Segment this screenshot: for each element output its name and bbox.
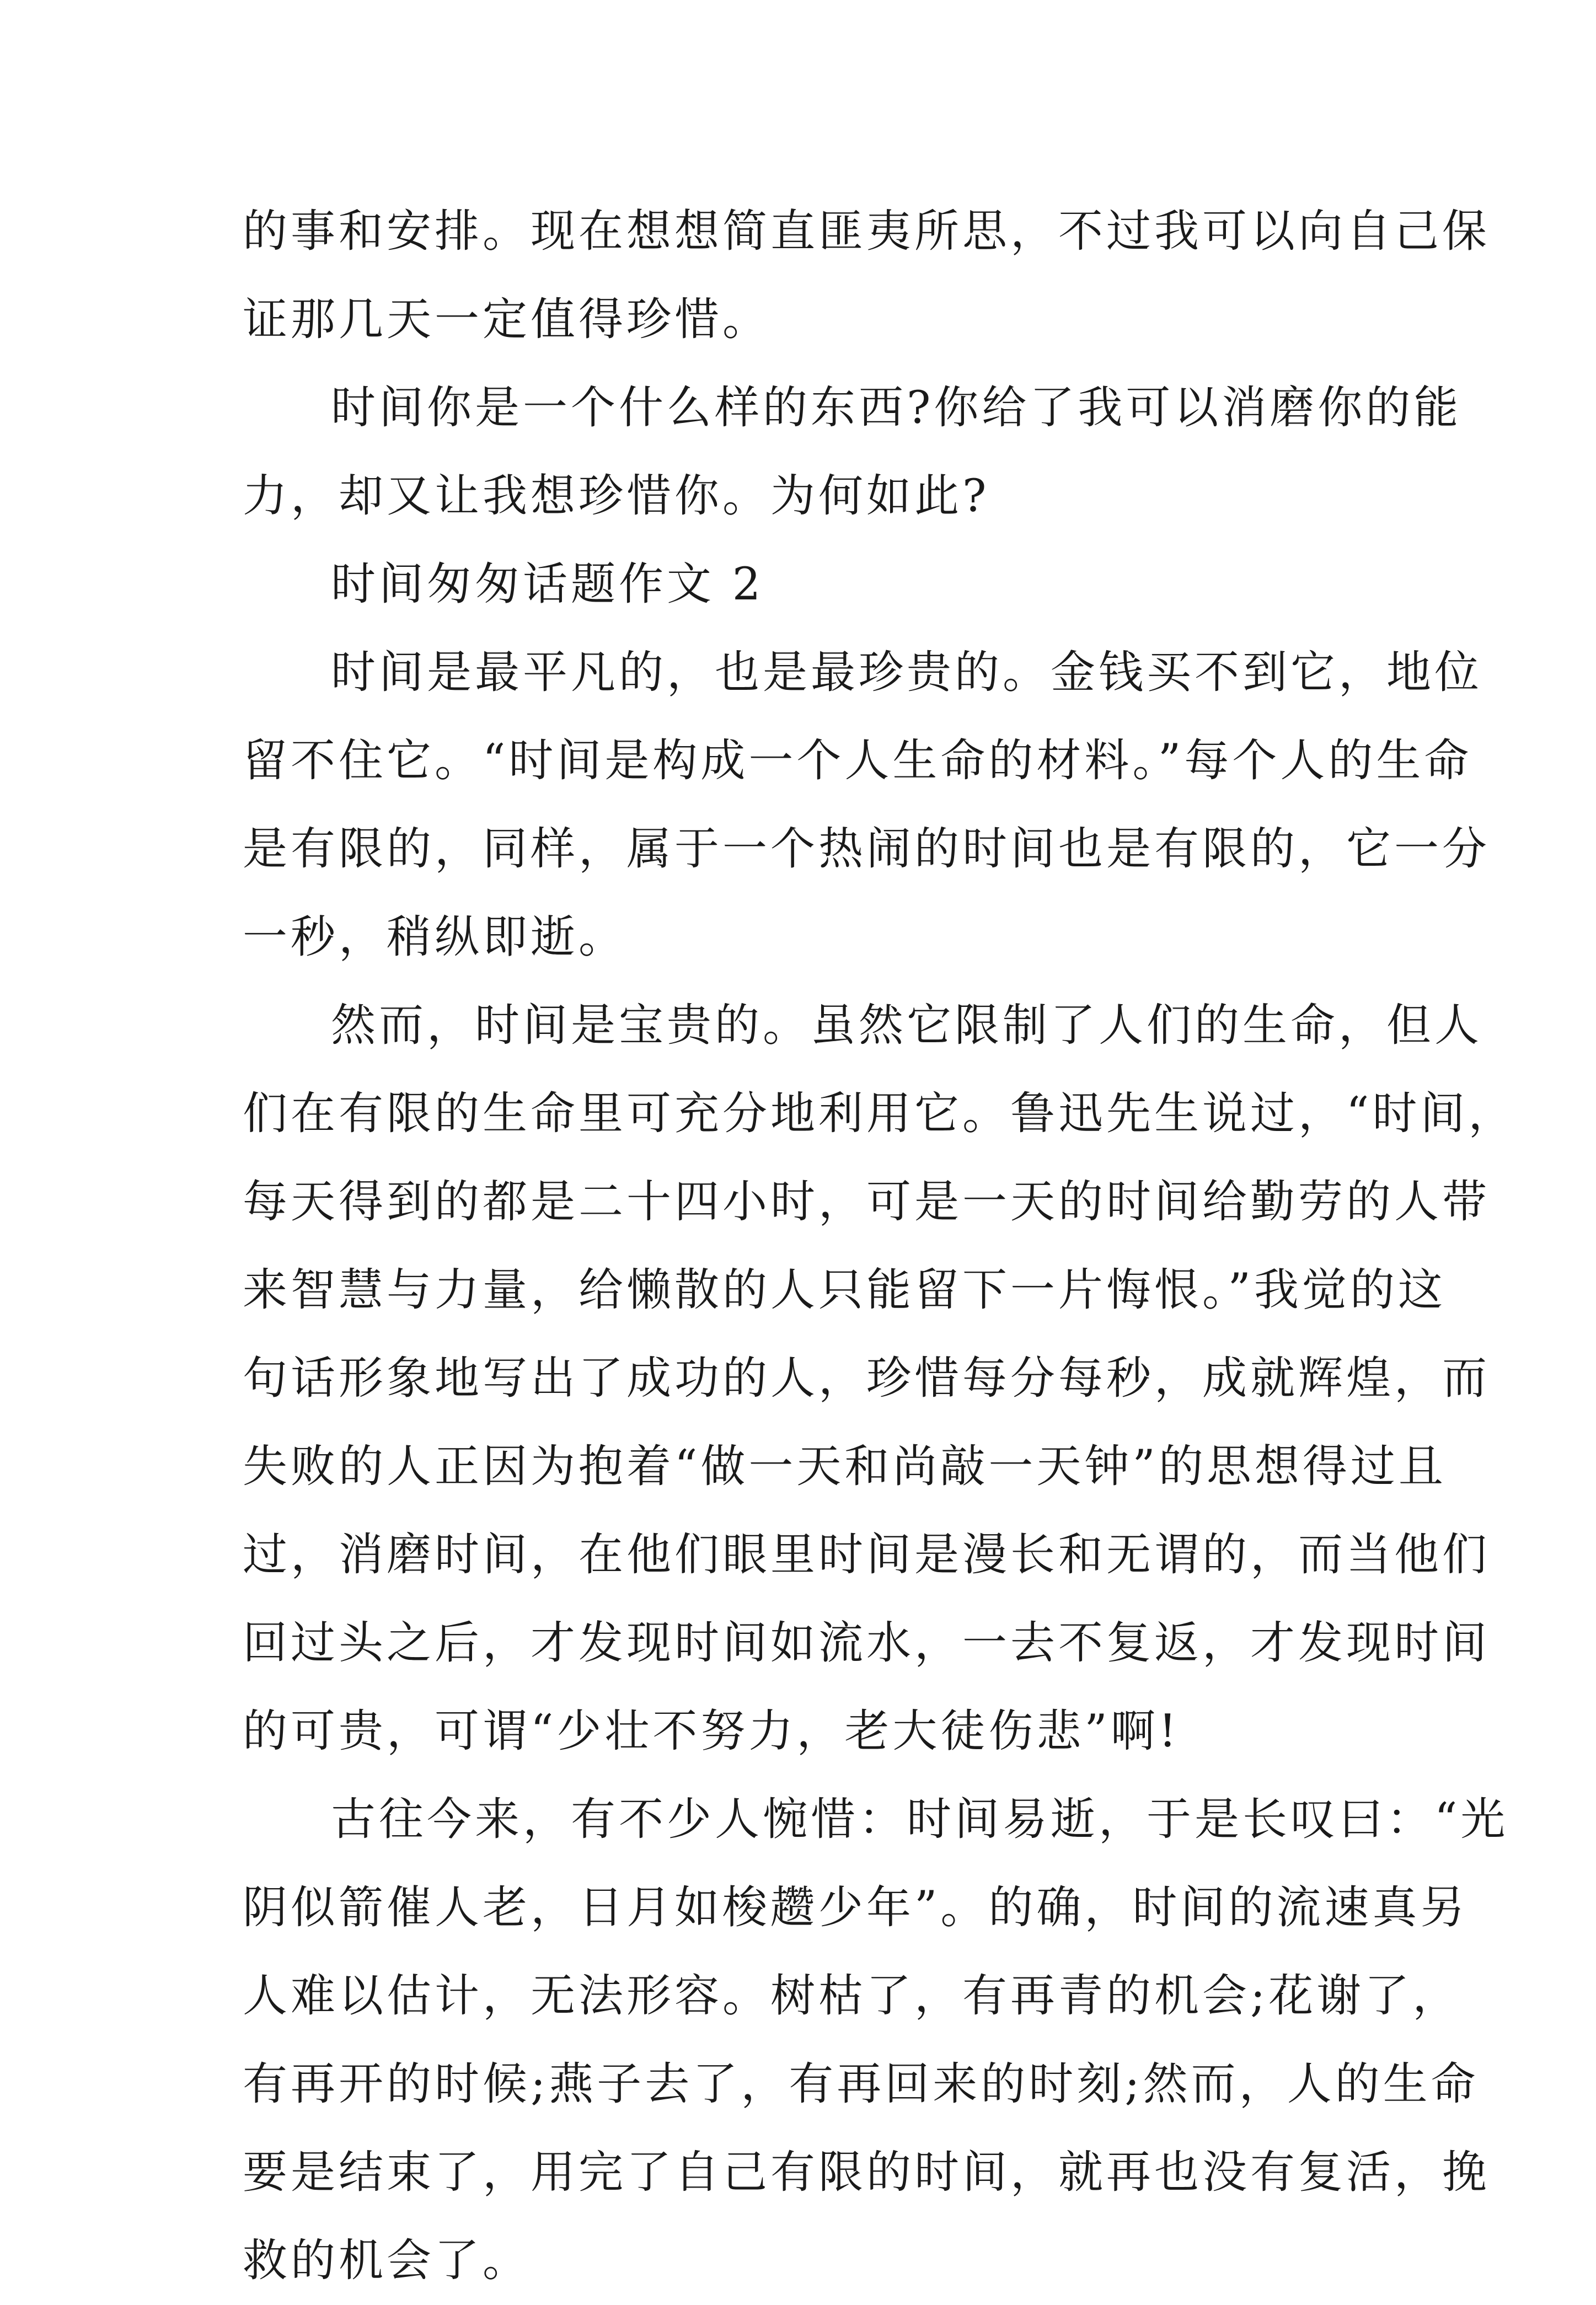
- text-line: 回过头之后，才发现时间如流水，一去不复返，才发现时间: [243, 1617, 1491, 1669]
- text-line: 阴似箭催人老，日月如梭趱少年”。的确，时间的流速真另: [243, 1882, 1469, 1934]
- text-line: 每天得到的都是二十四小时，可是一天的时间给勤劳的人带: [243, 1176, 1491, 1228]
- text-line: 力，却又让我想珍惜你。为何如此?: [243, 470, 990, 522]
- essay-body: [243, 187, 1517, 2305]
- text-line: 来智慧与力量，给懒散的人只能留下一片悔恨。”我觉的这: [243, 1264, 1446, 1316]
- section-heading: 时间匆匆话题作文 2: [331, 559, 764, 610]
- text-line: 人难以估计，无法形容。树枯了，有再青的机会;花谢了，: [243, 1970, 1461, 2022]
- text-line: 时间是最平凡的，也是最珍贵的。金钱买不到它，地位: [331, 647, 1483, 699]
- text-line: 留不住它。“时间是构成一个人生命的材料。”每个人的生命: [243, 735, 1472, 787]
- text-line: 一秒，稍纵即逝。: [243, 912, 627, 963]
- text-line: 有再开的时候;燕子去了，有再回来的时刻;然而，人的生命: [243, 2059, 1479, 2110]
- text-line: 要是结束了，用完了自己有限的时间，就再也没有复活，挽: [243, 2147, 1491, 2199]
- text-line: 的事和安排。现在想想简直匪夷所思，不过我可以向自己保: [243, 206, 1491, 258]
- text-line: 古往今来，有不少人惋惜：时间易逝，于是长叹曰：“光: [331, 1794, 1509, 1846]
- text-line: 然而，时间是宝贵的。虽然它限制了人们的生命，但人: [331, 1000, 1483, 1052]
- text-line: 的可贵，可谓“少壮不努力，老大徒伤悲”啊!: [243, 1706, 1180, 1757]
- text-line: 时间你是一个什么样的东西?你给了我可以消磨你的能: [331, 382, 1462, 434]
- text-line: 失败的人正因为抱着“做一天和尚敲一天钟”的思想得过且: [243, 1441, 1447, 1493]
- text-line: 过，消磨时间，在他们眼里时间是漫长和无谓的，而当他们: [243, 1529, 1491, 1581]
- text-line: 是有限的，同样，属于一个热闹的时间也是有限的，它一分: [243, 823, 1491, 875]
- text-line: 证那几天一定值得珍惜。: [243, 294, 771, 346]
- text-line: 救的机会了。: [243, 2235, 531, 2287]
- text-line: 们在有限的生命里可充分地利用它。鲁迅先生说过，“时间，: [243, 1088, 1517, 1140]
- text-line: 句话形象地写出了成功的人，珍惜每分每秒，成就辉煌，而: [243, 1353, 1491, 1405]
